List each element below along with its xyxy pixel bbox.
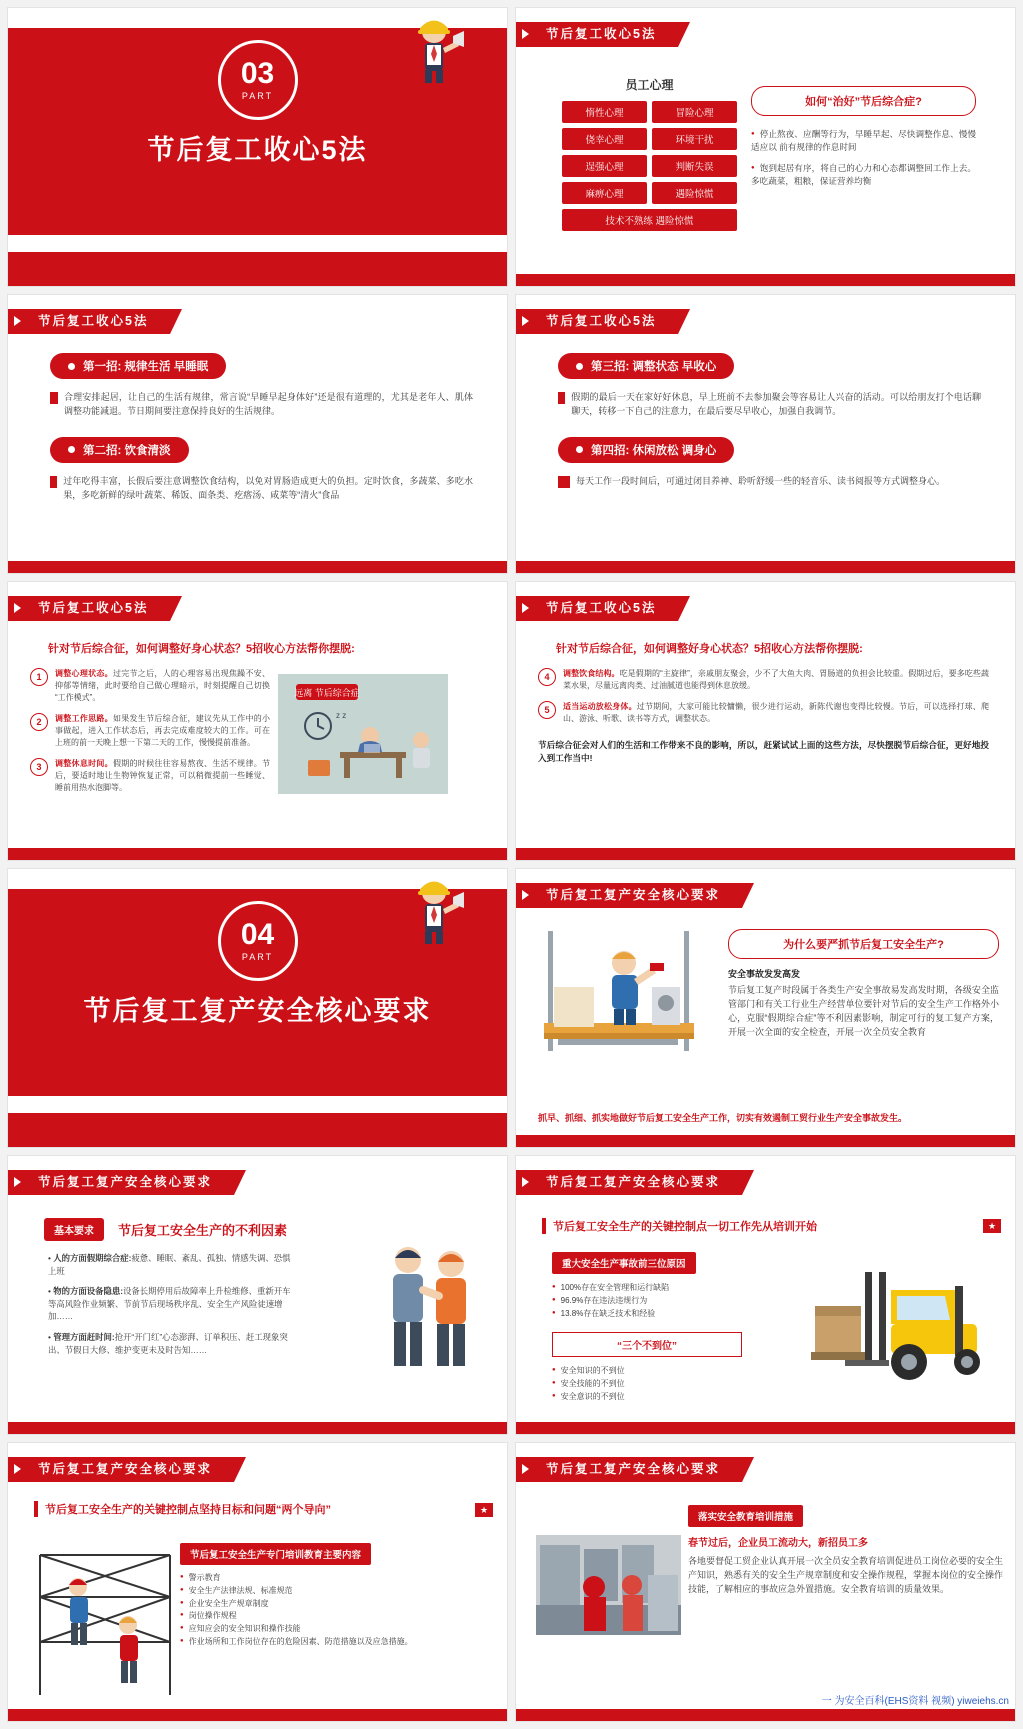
part-title: 节后复工复产安全核心要求 [83, 996, 432, 1026]
flag-icon [516, 22, 536, 47]
slide-part-03 [7, 7, 508, 287]
bottom-red-line [516, 274, 1015, 286]
list-item: ● 警示教育 [180, 1572, 497, 1585]
bottom-red-line [516, 1135, 1015, 1147]
slide-header [8, 596, 182, 621]
slide-header [8, 309, 182, 334]
why-body: 节后复工复产时段属于各类生产安全事故易发高发时期，各级安全监管部门和有关工行业生产经营单位要针对节后的安全生产工作格外小心，克服“假期综合症”等不利因素影响，制定可行的复工复产方案，开展一次全面的安全检查，开展一次全员安全教育 [728, 985, 999, 1037]
list-item: ● 作业场所和工作岗位存在的危险因素、防范措施以及应急措施。 [180, 1636, 497, 1649]
tip-3-text: 假期的最后一天在家好好休息，早上班前不去参加聚会等容易让人兴奋的活动。可以给朋友打个电话聊聊天，转移一下自己的注意力，在最后要尽早收心，加强自我调节。 [571, 392, 981, 416]
chip-item: 判断失误 [652, 155, 737, 177]
slide-tips-3-4 [515, 294, 1016, 574]
list-item: ● 企业安全生产规章制度 [180, 1598, 497, 1611]
chip-item: 冒险心理 [652, 101, 737, 123]
slide-training-start [515, 1155, 1016, 1435]
measures-sub: 春节过后，企业员工流动大，新招员工多 [688, 1538, 868, 1549]
list-item: ● 13.8%存在缺乏技术和经验 [552, 1308, 742, 1321]
item-number: 3 [30, 758, 48, 776]
tip-1-text: 合理安排起居，让自己的生活有规律，常言说“早睡早起身体好”还是很有道理的，尤其是老年人、肌体调整功能减退。节日期间要注意保持良好的生活规律。 [63, 392, 473, 416]
measures-tag: 落实安全教育培训措施 [688, 1505, 803, 1527]
slide-header [516, 309, 690, 334]
item-text: 调整心理状态。过完节之后，人的心理容易出现焦躁不安、抑郁等情绪，此时要给自己做心理暗示，时刻提醒自己切换“工作模式”。 [55, 669, 271, 702]
tip-2-title: 第二招: 饮食清淡 [50, 437, 189, 463]
flag-icon [516, 1170, 536, 1195]
bottom-red-line [516, 1422, 1015, 1434]
numbered-item [30, 758, 270, 794]
header-title: 节后复工复产安全核心要求 [536, 1457, 742, 1482]
header-title: 节后复工复产安全核心要求 [536, 1170, 742, 1195]
illustration-forklift [805, 1266, 1005, 1396]
slide-tips-1-2 [7, 294, 508, 574]
illustration-climbers [20, 1547, 190, 1697]
square-marker-icon [558, 476, 570, 488]
two-guides-title: 节后复工安全生产的关键控制点坚持目标和问题“两个导向” [34, 1501, 465, 1517]
list-item: ● 安全意识的不到位 [552, 1391, 742, 1404]
header-title: 节后复工复产安全核心要求 [28, 1170, 234, 1195]
list-item: ● 安全技能的不到位 [552, 1378, 742, 1391]
header-title: 节后复工收心5法 [28, 596, 170, 621]
slide-psychology [515, 7, 1016, 287]
chip-item: 侥幸心理 [562, 128, 647, 150]
numbered-item [538, 701, 989, 725]
part-number-circle [218, 40, 298, 120]
basic-tag: 基本要求 [44, 1218, 104, 1241]
chip-item: 环境干扰 [652, 128, 737, 150]
slide-header [8, 1457, 246, 1482]
bottom-red-line [8, 561, 507, 573]
why-footer: 抓早、抓细、抓实地做好节后复工安全生产工作，切实有效遏制工贸行业生产安全事故发生。 [538, 1113, 908, 1124]
bottom-red-line [8, 1422, 507, 1434]
flag-icon [8, 309, 28, 334]
part-title: 节后复工收心5法 [147, 135, 368, 165]
svg-text:远离 节后综合症: 远离 节后综合症 [294, 688, 360, 698]
square-marker-icon [50, 476, 57, 488]
header-title: 节后复工收心5法 [536, 22, 678, 47]
item-number: 2 [30, 713, 48, 731]
item-number: 5 [538, 701, 556, 719]
bottom-red-line [516, 1709, 1015, 1721]
part-number-circle [218, 901, 298, 981]
numbered-item [30, 668, 270, 704]
illustration-tired-worker [278, 674, 448, 794]
header-title: 节后复工收心5法 [28, 309, 170, 334]
slide-header [516, 22, 690, 47]
header-title: 节后复工收心5法 [536, 596, 678, 621]
illustration-training-room [536, 1535, 681, 1635]
slide-two-guides [7, 1442, 508, 1722]
three-not-tag: “三个不到位” [552, 1332, 742, 1357]
slide-education-measures [515, 1442, 1016, 1722]
chip-item: 逞强心理 [562, 155, 647, 177]
flag-icon [516, 309, 536, 334]
list-item: ● 安全生产法律法规、标准规范 [180, 1585, 497, 1598]
illustration-two-workers [363, 1234, 493, 1374]
square-marker-icon [558, 392, 565, 404]
slide-header [516, 1457, 754, 1482]
list-item: ● 饱到起居有序，将自己的心力和心态都调整回工作上去。多吃蔬菜，粗粮，保证营养均衡 [751, 162, 976, 188]
list-item: • 人的方面假期综合症:疲惫、睡眠、紊乱、孤独、情感失调、恐惧上班 [48, 1253, 291, 1276]
chip-item-full: 技术不熟练 遇险惊慌 [562, 209, 737, 231]
why-question-box: 为什么要严抓节后复工安全生产? [728, 929, 999, 959]
treat-question-box: 如何“治好”节后综合症? [751, 86, 976, 116]
flag-icon [8, 596, 28, 621]
flag-icon [8, 1457, 28, 1482]
slide-header [516, 883, 754, 908]
tip-4-text: 每天工作一段时间后，可通过闭目养神、聆听舒缓一些的轻音乐、读书阅报等方式调整身心。 [576, 475, 946, 486]
psychology-title: 员工心理 [625, 78, 674, 92]
slide-five-methods-a [7, 581, 508, 861]
bottom-red-line [8, 1709, 507, 1721]
tip-3-title: 第三招: 调整状态 早收心 [558, 353, 734, 379]
worker-illustration-icon [403, 12, 465, 84]
slide-header [8, 1170, 246, 1195]
list-item: ● 100%存在安全管理和运行缺陷 [552, 1282, 742, 1295]
chip-item: 惰性心理 [562, 101, 647, 123]
numbered-item [30, 713, 270, 749]
slide-header [516, 1170, 754, 1195]
header-title: 节后复工复产安全核心要求 [28, 1457, 234, 1482]
tip-1-title: 第一招: 规律生活 早睡眠 [50, 353, 226, 379]
item-text: 调整休息时间。假期的时候往往容易熬夜、生活不规律。节后，要适时地让生物钟恢复正常，可以稍微提前一些睡觉、睡前用热水泡脚等。 [55, 759, 271, 792]
header-title: 节后复工收心5法 [536, 309, 678, 334]
item-number: 1 [30, 668, 48, 686]
training-content-tag: 节后复工安全生产专门培训教育主要内容 [180, 1543, 371, 1565]
numbered-item [538, 668, 989, 692]
why-subtitle: 安全事故发发高发 [728, 969, 801, 979]
list-item: ● 停止熬夜、应酬等行为，早睡早起、尽快调整作息、慢慢适应以 前有规律的作息时间 [751, 128, 976, 154]
flag-icon [516, 596, 536, 621]
chip-item: 麻痹心理 [562, 182, 647, 204]
reasons-tag: 重大安全生产事故前三位原因 [552, 1252, 696, 1274]
measures-body: 各地要督促工贸企业认真开展一次全员安全教育培训促进员工岗位必要的安全生产知识，熟悉有关的安全生产规章制度和安全操作规程，掌握本岗位的安全操作技能，了解相应的事故应急外置措施。安全教育培训的质量效果。 [688, 1556, 1004, 1594]
part-number: 03 [240, 57, 275, 90]
slide-part-04 [7, 868, 508, 1148]
lead-text: 针对节后综合征，如何调整好身心状态？5招收心方法帮你摆脱: [556, 643, 863, 655]
tip-2-text: 过年吃得丰富，长假后要注意调整饮食结构，以免对胃肠造成更大的负担。定时饮食，多蔬菜、多吃水果，多吃新鲜的绿叶蔬菜、稀饭、面条类、疙瘩汤、咸菜等“清火”食品 [63, 475, 473, 500]
bottom-red-line [516, 561, 1015, 573]
list-item: ● 应知应会的安全知识和操作技能 [180, 1623, 497, 1636]
list-item: ● 96.9%存在违法违规行为 [552, 1295, 742, 1308]
basic-title: 节后复工安全生产的不利因素 [118, 1223, 288, 1238]
list-item: ● 安全知识的不到位 [552, 1365, 742, 1378]
closing-text: 节后综合征会对人们的生活和工作带来不良的影响，所以，赶紧试试上面的这些方法，尽快摆脱节后综合征，更好地投入到工作当中! [538, 740, 989, 763]
item-text: 调整工作思路。如果发生节后综合征，建议先从工作中的小事做起，进入工作状态后，再去完成难度较大的工作。可在上班的前一天晚上想一下第二天的工作，慢慢提前准备。 [55, 714, 271, 747]
watermark: 一 为安全百科(EHS资料 视频) yiweiehs.cn [821, 1696, 1009, 1707]
list-item: ● 岗位操作规程 [180, 1610, 497, 1623]
slide-why-strict [515, 868, 1016, 1148]
part-label: PART [241, 952, 274, 962]
part-label: PART [241, 91, 274, 101]
bottom-red-line [8, 848, 507, 860]
training-title: 节后复工安全生产的关键控制点一切工作先从培训开始 [542, 1218, 973, 1234]
slide-header [516, 596, 690, 621]
flag-icon [516, 1457, 536, 1482]
item-text: 适当运动放松身体。过节期间，大家可能比较慵懒，很少进行运动，新陈代谢也变得比较慢。节后，可以选择打球、爬山、游泳、听歌、读书等方式，调整状态。 [563, 702, 989, 723]
square-marker-icon [50, 392, 58, 404]
flag-icon [516, 883, 536, 908]
item-text: 调整饮食结构。吃是假期的“主旋律”，亲戚朋友聚会，少不了大鱼大肉、胃肠道的负担会比较重。假期过后，要多吃些蔬菜水果，尽量远离肉类、过油腻道也能得到休息放缓。 [563, 669, 990, 690]
slide-basic-requirements [7, 1155, 508, 1435]
lead-text: 针对节后综合征，如何调整好身心状态？5招收心方法帮你摆脱: [48, 643, 355, 655]
star-badge-icon: ★ [475, 1503, 493, 1517]
chip-item: 遇险惊慌 [652, 182, 737, 204]
bottom-red-line [516, 848, 1015, 860]
header-title: 节后复工复产安全核心要求 [536, 883, 742, 908]
svg-text:z z: z z [336, 711, 347, 720]
list-item: • 管理方面赶时间:抢开“开门红”心态澎湃、订单积压、赶工现象突出、节假日大修、维护变更未及时告知…… [48, 1332, 288, 1355]
part-number: 04 [240, 918, 275, 951]
tip-4-title: 第四招: 休闲放松 调身心 [558, 437, 734, 463]
slide-five-methods-b [515, 581, 1016, 861]
star-badge-icon: ★ [983, 1219, 1001, 1233]
flag-icon [8, 1170, 28, 1195]
illustration-scaffold-worker [534, 927, 724, 1067]
list-item: • 物的方面设备隐患:设备长期停用后故障率上升检维修、重新开车等高风险作业频繁、节前节后现场秩序乱、安全生产风险徒速增加…… [48, 1286, 291, 1322]
item-number: 4 [538, 668, 556, 686]
worker-illustration-icon [403, 873, 465, 945]
